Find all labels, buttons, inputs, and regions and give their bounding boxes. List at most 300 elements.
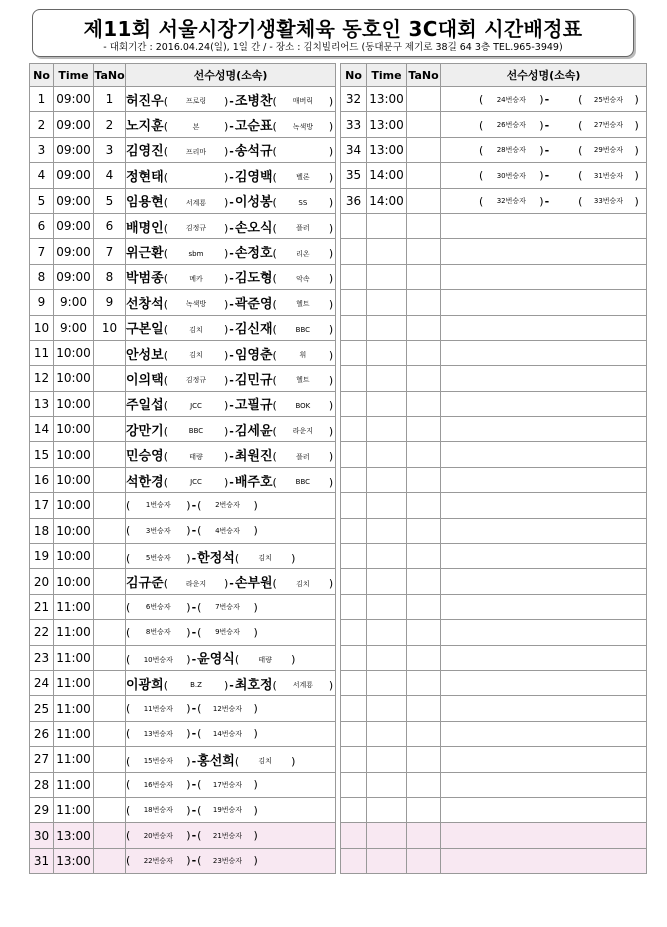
player1-club: JCC <box>190 401 202 410</box>
empty-time-cell <box>367 366 407 391</box>
match-time: 10:00 <box>54 340 94 365</box>
match-no: 1 <box>30 87 54 112</box>
player2-name: 최호정 <box>234 677 273 693</box>
empty-no-cell <box>341 569 367 594</box>
paren-close: ) <box>539 118 544 132</box>
table-row <box>30 290 336 315</box>
table-row <box>341 544 647 569</box>
paren-open: ( <box>479 118 484 132</box>
empty-no-cell <box>341 239 367 264</box>
match-time: 13:00 <box>367 112 407 137</box>
empty-time-cell <box>367 391 407 416</box>
empty-players-cell <box>441 467 647 492</box>
paren-close: ) <box>223 297 229 311</box>
empty-no-cell <box>341 823 367 848</box>
empty-players-cell <box>441 569 647 594</box>
versus-dash: - <box>229 272 234 286</box>
paren-open: ( <box>578 143 583 157</box>
empty-players-cell <box>441 290 647 315</box>
table-row <box>30 239 336 264</box>
table-row <box>341 620 647 645</box>
table-row <box>30 823 336 848</box>
table-row <box>30 188 336 213</box>
player2-name: 김영백 <box>234 169 273 185</box>
paren-open: ( <box>126 625 131 639</box>
player1-name: 위근환 <box>126 246 164 262</box>
player1-name: 정현태 <box>126 169 164 185</box>
paren-open: ( <box>578 169 583 183</box>
table-row <box>341 747 647 772</box>
empty-tano-cell <box>407 493 441 518</box>
player2-club: 19번승자 <box>212 806 243 815</box>
table-no: 7 <box>94 239 126 264</box>
versus-dash: - <box>229 297 234 311</box>
table-row <box>30 137 336 162</box>
paren-close: ) <box>186 829 191 843</box>
table-no <box>94 645 126 670</box>
table-row <box>341 721 647 746</box>
table-row <box>30 467 336 492</box>
player1-name: 선창석 <box>126 296 164 312</box>
table-no <box>94 848 126 873</box>
table-no: 5 <box>94 188 126 213</box>
player2-club: 플러 <box>296 224 310 233</box>
paren-close: ) <box>291 754 296 768</box>
paren-close: ) <box>328 348 334 362</box>
match-time: 9:00 <box>54 315 94 340</box>
empty-no-cell <box>341 772 367 797</box>
empty-time-cell <box>367 315 407 340</box>
match-time: 11:00 <box>54 620 94 645</box>
player2-club: SS <box>298 198 308 207</box>
match-time: 14:00 <box>367 188 407 213</box>
table-no <box>94 670 126 695</box>
paren-close: ) <box>223 424 229 438</box>
table-no <box>407 137 441 162</box>
player2-club: 서계룡 <box>292 681 313 690</box>
player1-name: 이의택 <box>126 372 164 388</box>
paren-close: ) <box>539 194 544 208</box>
table-no <box>407 87 441 112</box>
player1-club: 24번승자 <box>496 95 526 104</box>
paren-open: ( <box>578 93 583 107</box>
empty-no-cell <box>341 417 367 442</box>
player2-club: 2번승자 <box>215 501 240 510</box>
player1-club: 태량 <box>189 452 203 461</box>
versus-dash: - <box>229 678 234 692</box>
match-players <box>126 645 336 670</box>
empty-tano-cell <box>407 544 441 569</box>
player1-name: 배명인 <box>126 220 164 236</box>
player2-name: 윤영식 <box>197 652 235 668</box>
table-no: 9 <box>94 290 126 315</box>
paren-open: ( <box>197 854 202 868</box>
paren-open: ( <box>163 424 168 438</box>
table-no <box>94 442 126 467</box>
table-row <box>341 315 647 340</box>
paren-close: ) <box>223 348 229 362</box>
empty-players-cell <box>441 315 647 340</box>
versus-dash: - <box>191 653 197 667</box>
match-time: 09:00 <box>54 188 94 213</box>
table-row <box>30 340 336 365</box>
paren-close: ) <box>186 702 191 716</box>
paren-close: ) <box>253 803 258 817</box>
paren-open: ( <box>163 145 168 159</box>
paren-open: ( <box>163 373 168 387</box>
col-header-tano: TaNo <box>94 64 126 87</box>
player1-club: 8번승자 <box>145 628 171 637</box>
table-row <box>341 467 647 492</box>
empty-players-cell <box>441 213 647 238</box>
paren-open: ( <box>272 120 277 134</box>
match-time: 11:00 <box>54 797 94 822</box>
paren-close: ) <box>223 577 229 591</box>
paren-open: ( <box>234 653 240 667</box>
paren-close: ) <box>328 221 334 235</box>
table-row <box>341 340 647 365</box>
player1-name: 허진우 <box>126 93 164 109</box>
table-no <box>94 518 126 543</box>
paren-open: ( <box>197 803 202 817</box>
match-players <box>126 239 336 264</box>
paren-close: ) <box>253 778 258 792</box>
match-players <box>126 213 336 238</box>
match-time: 10:00 <box>54 493 94 518</box>
match-no: 25 <box>30 696 54 721</box>
player2-club: 4번승자 <box>215 526 240 535</box>
empty-players-cell <box>441 797 647 822</box>
table-row <box>341 391 647 416</box>
player2-name: 곽준영 <box>234 296 273 312</box>
player2-club: 12번승자 <box>212 704 243 713</box>
player1-name: 안성보 <box>126 347 164 363</box>
versus-dash: - <box>229 247 234 261</box>
match-players <box>126 137 336 162</box>
empty-time-cell <box>367 772 407 797</box>
paren-open: ( <box>163 221 168 235</box>
empty-no-cell <box>341 721 367 746</box>
paren-open: ( <box>479 169 484 183</box>
table-no <box>94 544 126 569</box>
table-no <box>407 163 441 188</box>
match-no: 14 <box>30 417 54 442</box>
player1-name: 이광희 <box>126 677 164 693</box>
match-players <box>126 544 336 569</box>
empty-no-cell <box>341 594 367 619</box>
table-row <box>30 112 336 137</box>
match-players <box>126 797 336 822</box>
match-no: 33 <box>341 112 367 137</box>
empty-no-cell <box>341 620 367 645</box>
paren-close: ) <box>253 524 258 538</box>
paren-close: ) <box>223 678 229 692</box>
empty-tano-cell <box>407 290 441 315</box>
paren-close: ) <box>223 221 229 235</box>
paren-close: ) <box>328 120 334 134</box>
player2-club: 17번승자 <box>212 780 243 789</box>
match-no: 28 <box>30 772 54 797</box>
player1-club: 라운지 <box>185 579 207 588</box>
empty-no-cell <box>341 493 367 518</box>
versus-dash: - <box>191 854 197 868</box>
empty-no-cell <box>341 544 367 569</box>
match-players <box>126 594 336 619</box>
paren-open: ( <box>197 600 202 614</box>
empty-no-cell <box>341 442 367 467</box>
player1-club: 18번승자 <box>143 806 173 815</box>
empty-time-cell <box>367 747 407 772</box>
table-no <box>407 112 441 137</box>
empty-no-cell <box>341 848 367 873</box>
table-row <box>341 493 647 518</box>
player1-club: 15번승자 <box>143 757 173 766</box>
match-players <box>126 620 336 645</box>
paren-open: ( <box>272 247 277 261</box>
paren-open: ( <box>163 196 168 210</box>
paren-open: ( <box>234 551 240 565</box>
match-no: 3 <box>30 137 54 162</box>
table-row <box>30 620 336 645</box>
match-players <box>441 188 647 213</box>
versus-dash: - <box>229 577 234 591</box>
player2-name: 배주호 <box>234 474 273 490</box>
title-banner <box>32 9 634 57</box>
paren-open: ( <box>197 498 202 512</box>
match-players <box>126 518 336 543</box>
table-row <box>30 87 336 112</box>
paren-close: ) <box>253 600 258 614</box>
empty-time-cell <box>367 239 407 264</box>
table-no <box>94 417 126 442</box>
empty-players-cell <box>441 493 647 518</box>
match-no: 35 <box>341 163 367 188</box>
paren-open: ( <box>126 702 131 716</box>
empty-time-cell <box>367 442 407 467</box>
match-time: 13:00 <box>367 87 407 112</box>
paren-close: ) <box>539 169 544 183</box>
player1-club: 32번승자 <box>496 197 526 206</box>
empty-players-cell <box>441 340 647 365</box>
table-row <box>341 213 647 238</box>
table-row <box>341 188 647 213</box>
empty-no-cell <box>341 797 367 822</box>
player1-club: 26번승자 <box>496 121 526 130</box>
empty-time-cell <box>367 797 407 822</box>
versus-dash: - <box>191 702 197 716</box>
versus-dash: - <box>229 145 234 159</box>
player1-club: 김치 <box>189 351 203 360</box>
paren-close: ) <box>186 625 191 639</box>
player1-club: 김정규 <box>185 224 207 233</box>
match-no: 12 <box>30 366 54 391</box>
paren-open: ( <box>126 551 131 565</box>
empty-tano-cell <box>407 670 441 695</box>
paren-close: ) <box>328 475 334 489</box>
match-players <box>126 493 336 518</box>
player1-name: 노지훈 <box>126 119 164 135</box>
table-row <box>341 442 647 467</box>
player2-club: 휘 <box>299 351 307 360</box>
paren-open: ( <box>126 653 131 667</box>
match-time: 09:00 <box>54 239 94 264</box>
player1-club: 5번승자 <box>145 554 171 563</box>
match-no: 5 <box>30 188 54 213</box>
versus-dash: - <box>544 143 550 157</box>
match-players <box>126 670 336 695</box>
empty-players-cell <box>441 239 647 264</box>
player1-club: 11번승자 <box>143 704 173 713</box>
versus-dash: - <box>191 754 197 768</box>
match-players <box>441 87 647 112</box>
empty-time-cell <box>367 569 407 594</box>
player1-club: 서계룡 <box>185 198 207 207</box>
table-row <box>341 569 647 594</box>
table-no: 8 <box>94 264 126 289</box>
match-players <box>126 772 336 797</box>
empty-time-cell <box>367 823 407 848</box>
table-row <box>341 239 647 264</box>
paren-close: ) <box>186 524 191 538</box>
match-no: 2 <box>30 112 54 137</box>
paren-close: ) <box>539 143 544 157</box>
paren-close: ) <box>223 94 229 108</box>
empty-no-cell <box>341 366 367 391</box>
paren-close: ) <box>223 399 229 413</box>
match-players <box>126 467 336 492</box>
table-row <box>30 797 336 822</box>
table-row <box>341 87 647 112</box>
col-header-tano: TaNo <box>407 64 441 87</box>
player2-club: 매버릭 <box>292 97 313 106</box>
player2-club: 27번승자 <box>593 121 624 130</box>
empty-no-cell <box>341 340 367 365</box>
empty-tano-cell <box>407 823 441 848</box>
match-time: 09:00 <box>54 137 94 162</box>
match-no: 30 <box>30 823 54 848</box>
player1-name: 석한경 <box>126 474 164 490</box>
empty-tano-cell <box>407 239 441 264</box>
player1-name: 김규준 <box>126 576 164 592</box>
empty-tano-cell <box>407 417 441 442</box>
empty-tano-cell <box>407 340 441 365</box>
match-time: 09:00 <box>54 87 94 112</box>
paren-close: ) <box>253 854 258 868</box>
paren-close: ) <box>223 170 229 184</box>
paren-open: ( <box>272 348 277 362</box>
versus-dash: - <box>229 348 234 362</box>
paren-close: ) <box>186 498 191 512</box>
table-no <box>94 772 126 797</box>
empty-time-cell <box>367 721 407 746</box>
paren-open: ( <box>163 120 168 134</box>
player2-name: 홍선희 <box>197 753 235 769</box>
versus-dash: - <box>544 194 550 208</box>
paren-open: ( <box>197 727 202 741</box>
paren-close: ) <box>253 829 258 843</box>
paren-open: ( <box>126 778 131 792</box>
paren-close: ) <box>328 170 334 184</box>
match-no: 21 <box>30 594 54 619</box>
empty-time-cell <box>367 340 407 365</box>
empty-players-cell <box>441 848 647 873</box>
paren-close: ) <box>223 323 229 337</box>
paren-close: ) <box>186 854 191 868</box>
paren-open: ( <box>272 475 277 489</box>
col-header-players: 선수성명(소속) <box>441 64 647 87</box>
player2-club: 29번승자 <box>593 146 624 155</box>
paren-close: ) <box>223 272 229 286</box>
player1-club: 메카 <box>189 274 203 283</box>
match-players <box>126 747 336 772</box>
match-players <box>126 163 336 188</box>
match-time: 9:00 <box>54 290 94 315</box>
versus-dash: - <box>191 625 197 639</box>
paren-open: ( <box>272 221 277 235</box>
empty-tano-cell <box>407 366 441 391</box>
player2-club: 23번승자 <box>212 856 243 865</box>
empty-players-cell <box>441 645 647 670</box>
match-no: 16 <box>30 467 54 492</box>
empty-tano-cell <box>407 442 441 467</box>
player1-club: 16번승자 <box>143 780 173 789</box>
table-no: 1 <box>94 87 126 112</box>
table-row <box>341 112 647 137</box>
player2-club: 악속 <box>296 274 310 283</box>
table-row <box>30 848 336 873</box>
paren-close: ) <box>634 194 639 208</box>
player2-club: 9번승자 <box>215 628 240 637</box>
player1-club: 6번승자 <box>145 603 171 611</box>
player1-name: 강만기 <box>126 423 164 439</box>
paren-close: ) <box>291 653 296 667</box>
match-time: 11:00 <box>54 772 94 797</box>
empty-no-cell <box>341 213 367 238</box>
empty-no-cell <box>341 315 367 340</box>
versus-dash: - <box>229 399 234 413</box>
table-no: 4 <box>94 163 126 188</box>
table-row <box>30 315 336 340</box>
paren-close: ) <box>186 803 191 817</box>
player2-club: 리온 <box>296 249 310 258</box>
table-row <box>30 391 336 416</box>
empty-tano-cell <box>407 848 441 873</box>
match-time: 10:00 <box>54 467 94 492</box>
empty-tano-cell <box>407 518 441 543</box>
table-no: 10 <box>94 315 126 340</box>
match-time: 09:00 <box>54 163 94 188</box>
match-players <box>126 290 336 315</box>
versus-dash: - <box>229 120 234 134</box>
empty-no-cell <box>341 264 367 289</box>
paren-open: ( <box>272 272 277 286</box>
player2-club: 벨론 <box>296 173 310 182</box>
player1-club: 프리마 <box>185 147 207 156</box>
paren-open: ( <box>272 297 277 311</box>
match-time: 13:00 <box>367 137 407 162</box>
empty-no-cell <box>341 747 367 772</box>
paren-close: ) <box>186 653 191 667</box>
player2-club: 김치 <box>258 554 272 563</box>
empty-players-cell <box>441 264 647 289</box>
player2-name: 송석규 <box>234 144 273 160</box>
paren-close: ) <box>328 424 334 438</box>
paren-close: ) <box>328 450 334 464</box>
table-row <box>30 442 336 467</box>
paren-close: ) <box>328 323 334 337</box>
match-players <box>441 163 647 188</box>
match-no: 23 <box>30 645 54 670</box>
